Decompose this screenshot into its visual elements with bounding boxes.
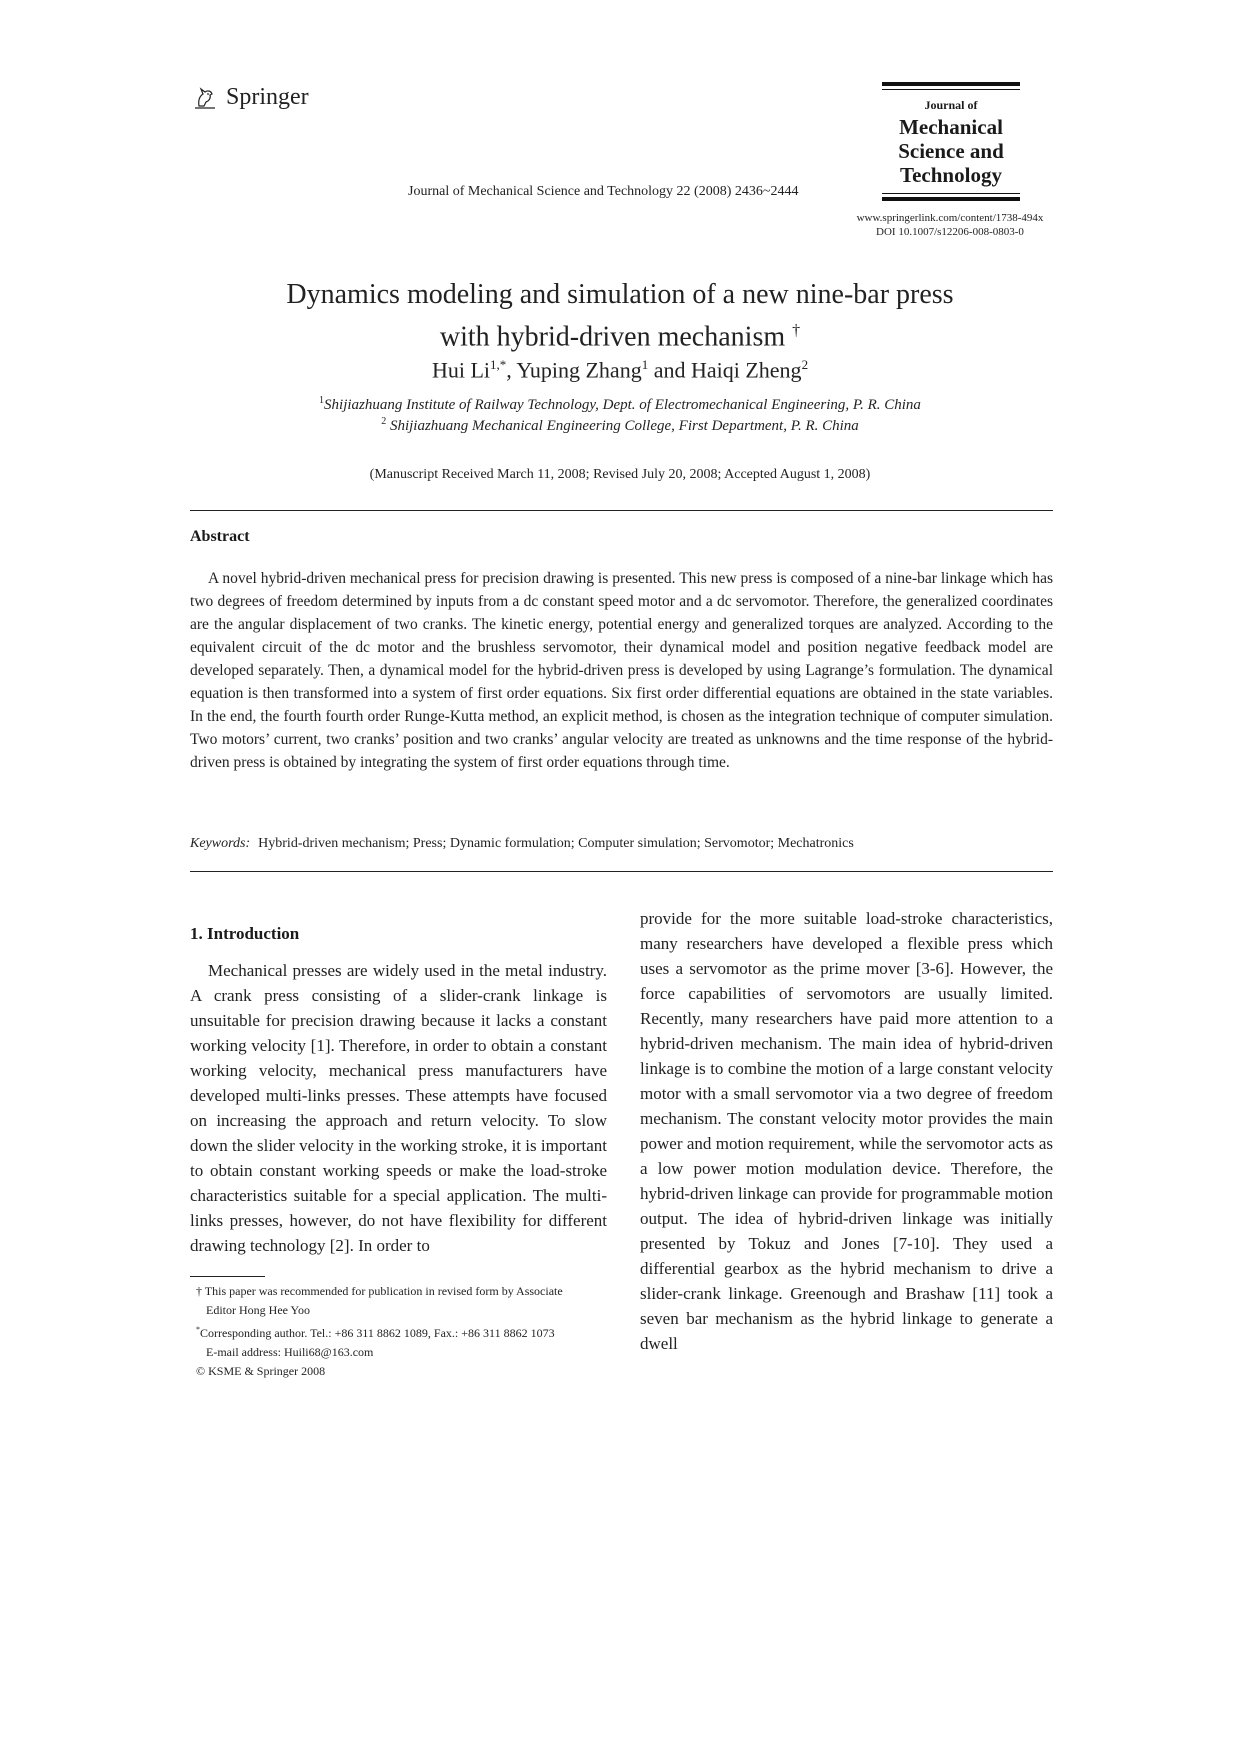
journal-url-doi (846, 211, 1054, 239)
manuscript-dates: (Manuscript Received March 11, 2008; Revised July 20, 2008; Accepted August 1, 2008) (369, 467, 871, 482)
footnote-corresponding-text: Corresponding author. Tel.: +86 311 8862 1089, Fax.: +86 311 8862 1073 (200, 1326, 555, 1340)
author-2: , Yuping Zhang (506, 357, 642, 383)
title-line-1: Dynamics modeling and simulation of a new nine-bar press (286, 279, 954, 310)
divider-bottom (190, 871, 1053, 872)
footnote-corresponding (196, 1320, 606, 1343)
journal-box-rule (882, 193, 1020, 194)
affiliation-1 (190, 395, 1050, 414)
title-line-2-text: with hybrid-driven mechanism (439, 321, 786, 353)
keywords-text: Hybrid-driven mechanism; Press; Dynamic formulation; Computer simulation; Servomotor; Mechatronics (258, 836, 854, 851)
title-footnote-mark: † (792, 322, 801, 339)
journal-url[interactable]: www.springerlink.com/content/1738-494x (856, 212, 1044, 224)
author-3: and Haiqi Zheng (648, 357, 802, 383)
affiliation-1-sup: 1 (319, 395, 325, 406)
footnote-corresponding-sup: * (196, 1325, 200, 1334)
paper-title (190, 277, 1050, 355)
affiliation-2-text: Shijiazhuang Mechanical Engineering College, First Department, P. R. China (386, 418, 859, 434)
abstract-body: A novel hybrid-driven mechanical press for precision drawing is presented. This new press is composed of a nine-bar linkage which has two degrees of freedom determined by inputs from a dc constant speed motor and a dc servomotor. Therefore, the generalized coordinates are the angular displacement of two cranks. The kinetic energy, potential energy and generalized torques are analyzed. According to the equivalent circuit of the dc motor and the brushless servomotor, their dynamical model and position negative feedback model are developed separately. Then, a dynamical model for the hybrid-driven press is developed by using Lagrange’s formulation. The dynamical equation is then transformed into a system of first order equations. Six first order differential equations are obtained in the state variables. In the end, the fourth fourth order Runge-Kutta method, an explicit method, is chosen as the integration technique of computer simulation. Two motors’ current, two cranks’ position and two cranks’ angular velocity are treated as unknowns and the time response of the hybrid-driven press is obtained by integrating the system of first order equations through time. (190, 570, 1053, 771)
intro-paragraph-left: Mechanical presses are widely used in the metal industry. A crank press consisting of a slider-crank linkage is unsuitable for precision drawing because it lacks a constant working velocity [1]. Therefore, in order to obtain a constant working velocity, mechanical press manufacturers have developed multi-links presses. These attempts have focused on increasing the approach and return velocity. To slow down the slider velocity in the working stroke, it is important to obtain constant working speeds or make the load-stroke characteristics suitable for a special application. The multi-links presses, however, do not have flexibility for different drawing technology [2]. In order to (190, 961, 607, 1255)
title-line-2 (190, 313, 1050, 355)
affiliation-1-text: Shijiazhuang Institute of Railway Technology, Dept. of Electromechanical Engineering, P. R. China (324, 397, 921, 413)
footnote-rule (190, 1276, 265, 1277)
intro-paragraph-right: provide for the more suitable load-stroke characteristics, many researchers have developed a flexible press which uses a servomotor as the prime mover [3-6]. However, the force capabilities of servomotors are usually limited. Recently, many researchers have paid more attention to a hybrid-driven mechanism. The main idea of hybrid-driven linkage is to combine the motion of a large constant velocity motor with a small servomotor via a two degree of freedom mechanism. The constant velocity motor provides the main power and motion requirement, while the servomotor acts as a low power motion modulation device. Therefore, the hybrid-driven linkage can provide for programmable motion output. The idea of hybrid-driven linkage was initially presented by Tokuz and Jones [7-10]. They used a differential gearbox as the hybrid mechanism to drive a slider-crank linkage. Greenough and Brashaw [11] took a seven bar mechanism as the hybrid linkage to generate a dwell (640, 909, 1053, 1353)
springer-horse-icon (190, 82, 220, 112)
affiliation-2 (190, 416, 1050, 435)
journal-box-rule (882, 197, 1020, 201)
right-column (640, 906, 1053, 1356)
author-2-sup: 1 (641, 357, 649, 372)
section-heading-introduction: 1. Introduction (190, 924, 300, 943)
journal-box-rule (882, 82, 1020, 86)
author-3-sup: 2 (801, 357, 809, 372)
footnote-recommended: † This paper was recommended for publication in revised form by Associate (196, 1284, 563, 1298)
journal-of-label: Journal of (924, 98, 978, 112)
footnotes (196, 1282, 606, 1381)
keywords-label: Keywords: (190, 836, 251, 851)
author-list (190, 357, 1050, 383)
divider-top (190, 510, 1053, 511)
left-column (190, 922, 607, 1258)
journal-box-rule (882, 89, 1020, 90)
footnote-recommended-cont: Editor Hong Hee Yoo (206, 1303, 310, 1317)
footnote-email[interactable]: E-mail address: Huili68@163.com (206, 1345, 374, 1359)
keywords (190, 836, 854, 852)
springer-logo (190, 82, 309, 112)
journal-logo-box (882, 82, 1020, 201)
abstract-heading: Abstract (190, 528, 250, 545)
journal-name-line: Technology (900, 163, 1002, 187)
journal-name-line: Mechanical (899, 115, 1003, 139)
footnote-copyright: © KSME & Springer 2008 (196, 1364, 326, 1378)
doi: DOI 10.1007/s12206-008-0803-0 (876, 226, 1024, 238)
author-1-sup: 1,* (490, 357, 507, 372)
affiliation-2-sup: 2 (381, 416, 387, 427)
journal-name (882, 115, 1020, 187)
journal-name-line: Science and (898, 139, 1004, 163)
publisher-name: Springer (226, 83, 309, 110)
journal-citation: Journal of Mechanical Science and Technology 22 (2008) 2436~2444 (408, 184, 799, 199)
author-1: Hui Li (431, 357, 490, 383)
